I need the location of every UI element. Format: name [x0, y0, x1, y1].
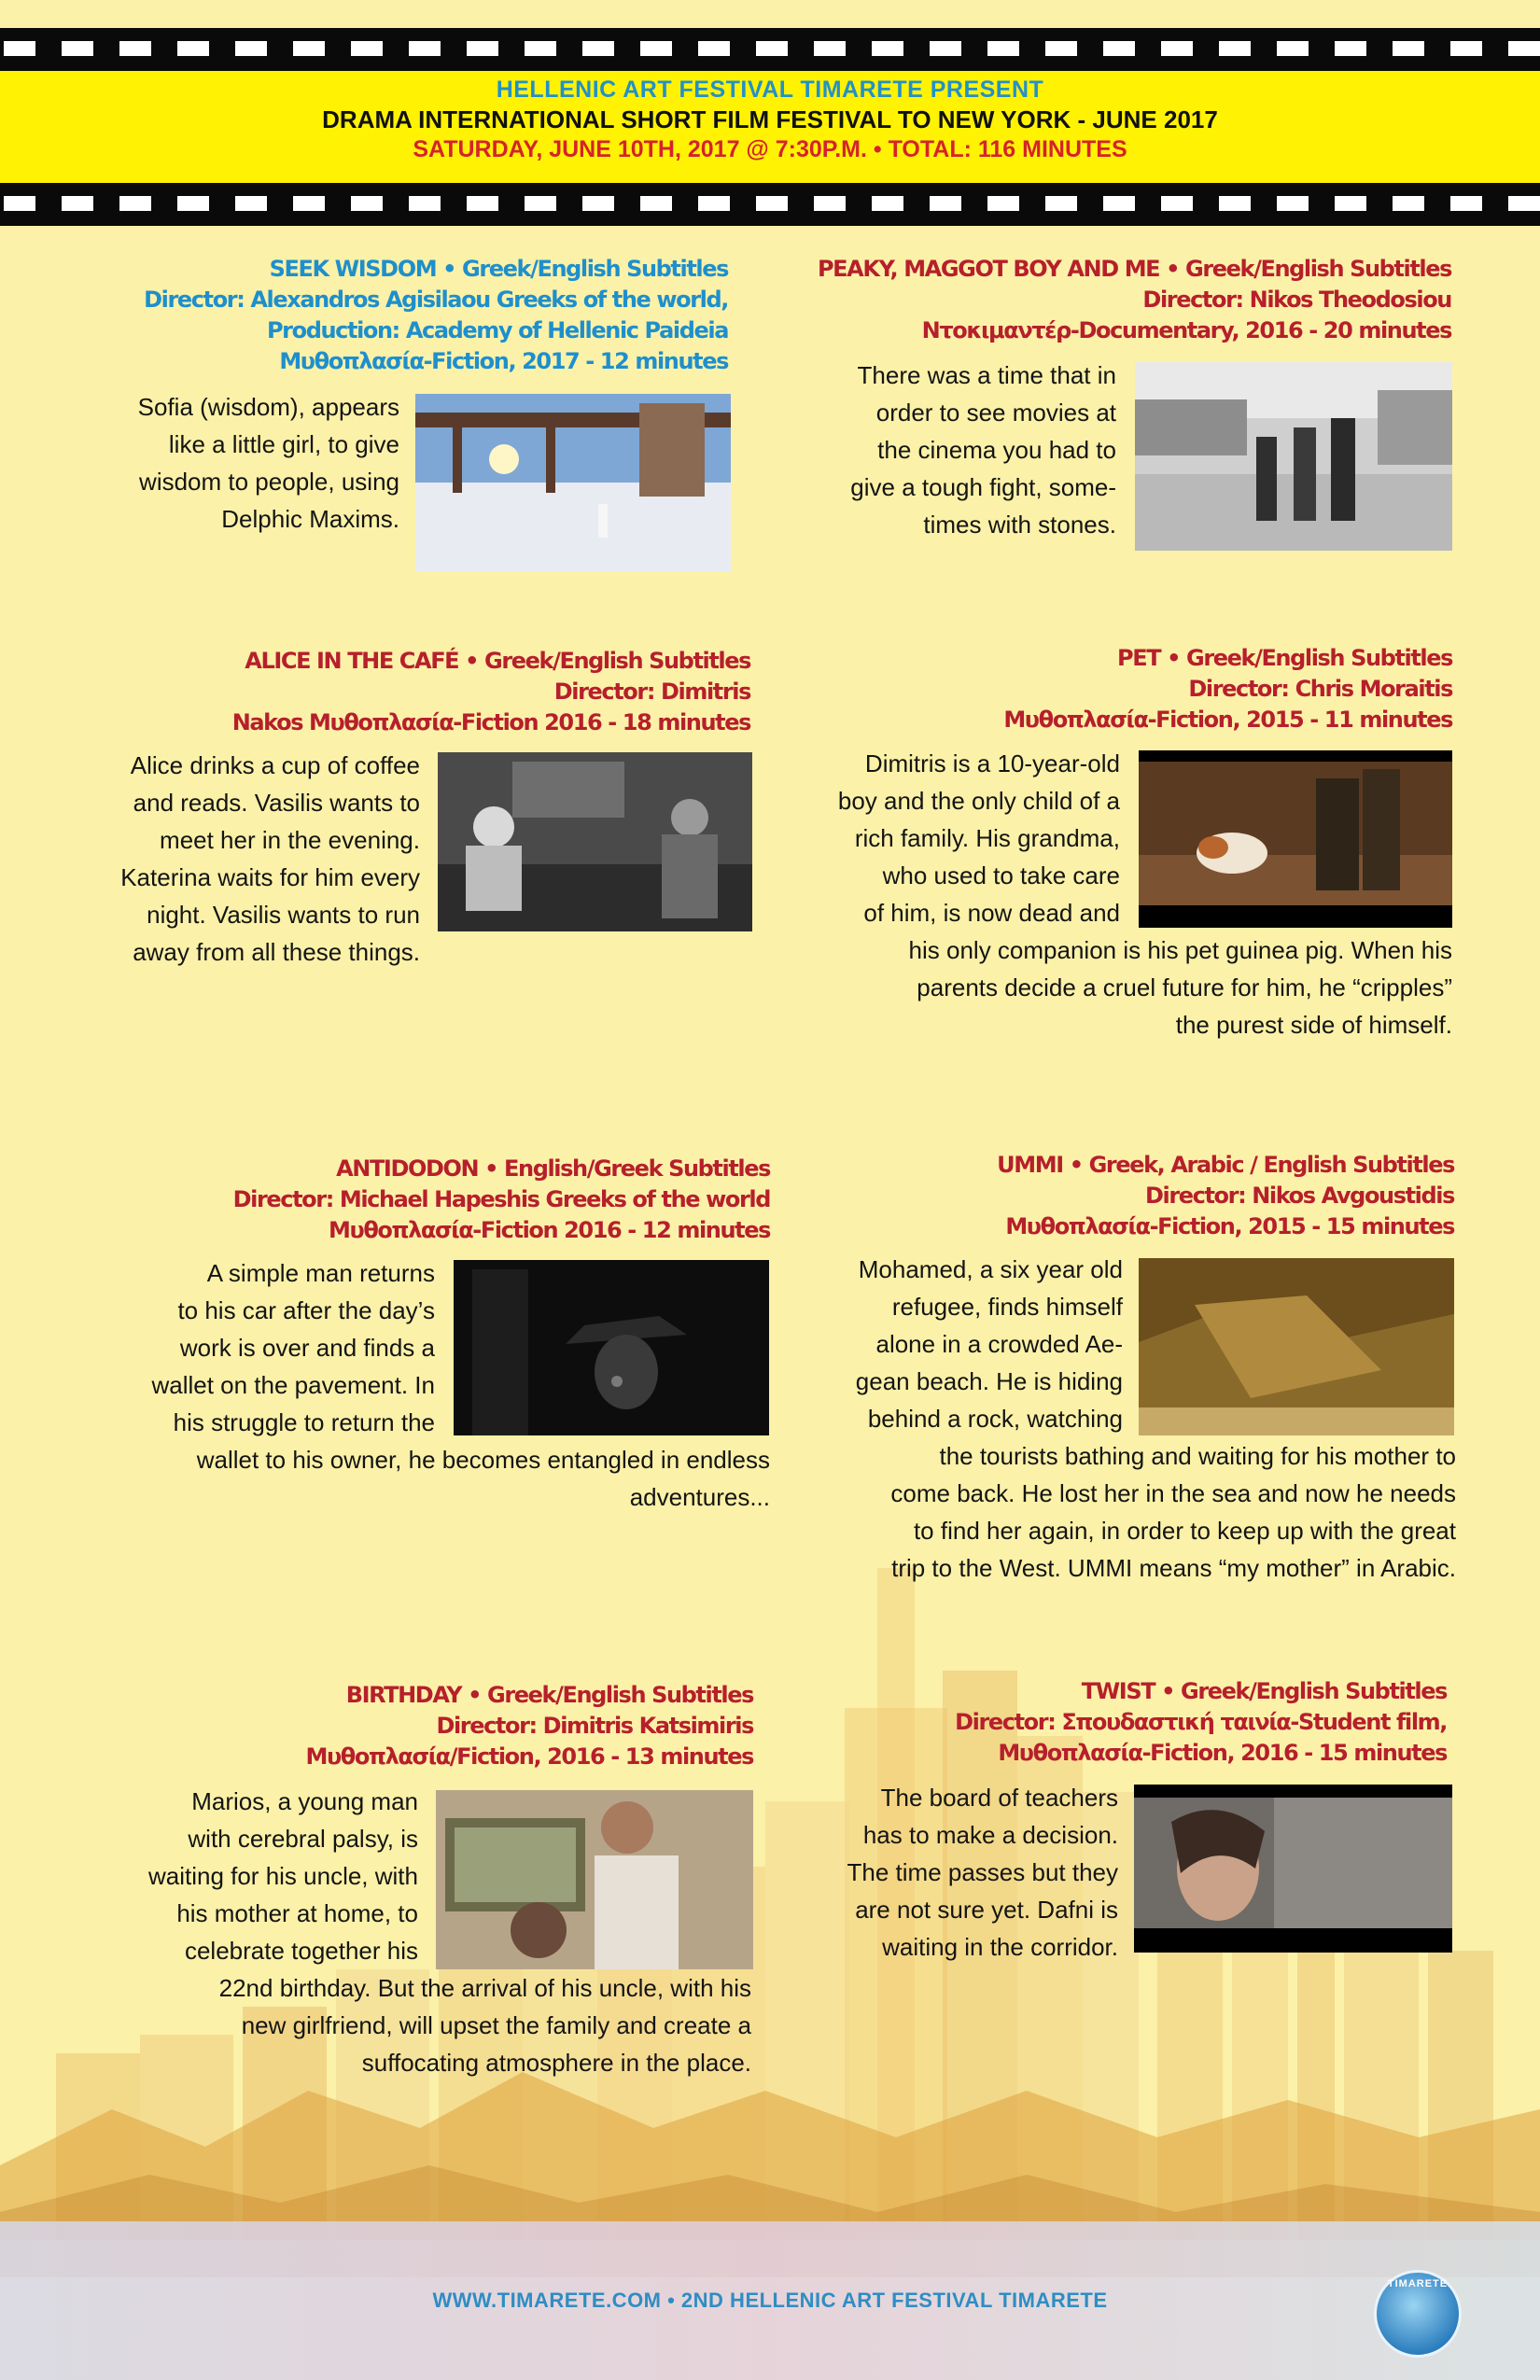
description-line: wallet to his owner, he becomes entangled in endless [196, 1446, 770, 1474]
film-strip-bottom [0, 183, 1540, 226]
description-line: alone in a crowded Ae- [875, 1330, 1123, 1358]
description-line: suffocating atmosphere in the place. [361, 2049, 751, 2077]
film-genre: Ντοκιμαντέρ-Documentary, 2016 - 20 minutes [921, 317, 1451, 343]
festival-title: DRAMA INTERNATIONAL SHORT FILM FESTIVAL TO NEW YORK - JUNE 2017 [322, 105, 1218, 133]
film-description-birthday-part1 [75, 1783, 418, 1969]
film-title: PEAKY, MAGGOT BOY AND ME • Greek/English Subtitles [817, 256, 1451, 282]
film-genre: Μυθοπλασία-Fiction, 2015 - 11 minutes [1003, 707, 1452, 733]
description-line: The time passes but they [847, 1858, 1118, 1886]
film-production: Production: Academy of Hellenic Paideia [266, 317, 728, 343]
film-header-pet [933, 643, 1452, 735]
description-line: the cinema you had to [877, 436, 1116, 464]
description-line: are not sure yet. Dafni is [855, 1896, 1118, 1924]
description-line: waiting in the corridor. [882, 1933, 1118, 1961]
timarete-logo [1374, 2270, 1462, 2358]
description-line: away from all these things. [133, 938, 420, 966]
film-title: ANTIDODON • English/Greek Subtitles [336, 1155, 770, 1182]
film-director: Director: Σπουδαστική ταινία-Student film, [955, 1709, 1447, 1735]
film-genre: Μυθοπλασία-Fiction, 2015 - 15 minutes [1005, 1213, 1454, 1239]
screening-date: SATURDAY, JUNE 10TH, 2017 @ 7:30P.M. • TOTAL: 116 MINUTES [413, 136, 1127, 162]
description-line: Marios, a young man [191, 1787, 418, 1815]
film-still-alice [438, 752, 752, 931]
description-line: and reads. Vasilis wants to [133, 789, 420, 817]
film-still-twist [1134, 1785, 1452, 1953]
description-line: Dimitris is a 10-year-old [864, 749, 1120, 777]
film-director: Director: Nikos Theodosiou [1142, 287, 1451, 313]
film-header-peaky [756, 254, 1451, 346]
description-line: Alice drinks a cup of coffee [130, 751, 420, 779]
film-header-antidodon [112, 1154, 770, 1246]
film-still-pet [1139, 750, 1452, 928]
header-banner [0, 71, 1540, 183]
film-description-peaky [747, 357, 1116, 543]
film-description-ummi-part1 [747, 1251, 1123, 1437]
film-director: Director: Alexandros Agisilaou Greeks of the world, [144, 287, 728, 313]
film-title: BIRTHDAY • Greek/English Subtitles [345, 1682, 753, 1708]
description-line: the purest side of himself. [1175, 1011, 1452, 1039]
description-line: of him, is now dead and [863, 899, 1120, 927]
description-line: 22nd birthday. But the arrival of his uncle, with his [218, 1974, 751, 2002]
film-header-seek-wisdom [93, 254, 728, 377]
film-description-seek-wisdom [56, 388, 399, 538]
logo-text: TIMARETE [1387, 2278, 1449, 2289]
description-line: celebrate together his [184, 1937, 418, 1965]
description-line: his mother at home, to [176, 1899, 418, 1927]
film-director: Director: Dimitris Katsimiris [436, 1713, 753, 1739]
description-line: with cerebral palsy, is [188, 1825, 418, 1853]
footer-text: WWW.TIMARETE.COM • 2ND HELLENIC ART FESTIVAL TIMARETE [432, 2289, 1108, 2312]
film-description-antidodon-part2 [75, 1441, 770, 1516]
film-title: TWIST • Greek/English Subtitles [1081, 1678, 1447, 1704]
film-still-antidodon [454, 1260, 769, 1435]
film-director: Director: Michael Hapeshis Greeks of the world [232, 1186, 770, 1212]
description-line: Delphic Maxims. [221, 505, 399, 533]
film-genre: Μυθοπλασία-Fiction 2016 - 12 minutes [329, 1217, 770, 1243]
film-description-birthday-part2 [75, 1969, 751, 2081]
film-still-birthday [436, 1790, 753, 1969]
description-line: wallet on the pavement. In [151, 1371, 435, 1399]
description-line: trip to the West. UMMI means “my mother” in Arabic. [891, 1554, 1456, 1582]
film-director: Director: Dimitris [553, 679, 750, 705]
description-line: refugee, finds himself [891, 1293, 1123, 1321]
description-line: rich family. His grandma, [854, 824, 1120, 852]
film-genre: Μυθοπλασία-Fiction, 2016 - 15 minutes [998, 1740, 1447, 1766]
description-line: boy and the only child of a [837, 787, 1120, 815]
film-genre: Μυθοπλασία-Fiction, 2017 - 12 minutes [279, 348, 728, 374]
description-line: gean beach. He is hiding [855, 1367, 1123, 1395]
description-line: the tourists bathing and waiting for his mother to [939, 1442, 1456, 1470]
description-line: has to make a decision. [862, 1821, 1118, 1849]
film-description-pet-part1 [709, 745, 1120, 931]
description-line: his only companion is his pet guinea pig. When his [908, 936, 1452, 964]
film-title: ALICE IN THE CAFÉ • Greek/English Subtitles [245, 648, 750, 674]
description-line: work is over and finds a [179, 1334, 435, 1362]
film-title: SEEK WISDOM • Greek/English Subtitles [269, 256, 728, 282]
film-still-ummi [1139, 1258, 1454, 1435]
film-header-twist [896, 1676, 1447, 1769]
film-strip-top [0, 28, 1540, 71]
description-line: to his car after the day’s [177, 1296, 435, 1324]
description-line: Sofia (wisdom), appears [137, 393, 399, 421]
description-line: The board of teachers [880, 1784, 1118, 1812]
presenter-line: HELLENIC ART FESTIVAL TIMARETE PRESENT [496, 77, 1044, 103]
film-genre: Μυθοπλασία/Fiction, 2016 - 13 minutes [305, 1743, 753, 1770]
description-line: his struggle to return the [173, 1408, 435, 1436]
film-description-antidodon-part1 [75, 1254, 435, 1441]
description-line: There was a time that in [857, 361, 1116, 389]
description-line: new girlfriend, will upset the family and create a [241, 2011, 751, 2039]
film-description-alice [37, 747, 420, 971]
film-still-seek-wisdom [415, 394, 731, 571]
description-line: give a tough fight, some- [850, 473, 1116, 501]
description-line: parents decide a cruel future for him, he “cripples” [917, 973, 1452, 1001]
film-title: PET • Greek/English Subtitles [1117, 645, 1452, 671]
description-line: times with stones. [923, 511, 1116, 539]
description-line: wisdom to people, using [139, 468, 399, 496]
film-director: Director: Chris Moraitis [1188, 676, 1452, 702]
description-line: A simple man returns [206, 1259, 435, 1287]
film-director: Director: Nikos Avgoustidis [1145, 1183, 1454, 1209]
film-header-birthday [131, 1680, 753, 1772]
description-line: come back. He lost her in the sea and now he needs [890, 1479, 1456, 1507]
film-header-alice [103, 646, 750, 738]
description-line: night. Vasilis wants to run [147, 901, 420, 929]
description-line: who used to take care [882, 861, 1120, 889]
description-line: Mohamed, a six year old [858, 1255, 1123, 1283]
film-description-ummi-part2 [747, 1437, 1456, 1587]
description-line: meet her in the evening. [160, 826, 420, 854]
film-description-twist [747, 1779, 1118, 1966]
description-line: Katerina waits for him every [120, 863, 420, 891]
film-genre: Nakos Μυθοπλασία-Fiction 2016 - 18 minutes [231, 709, 750, 735]
description-line: behind a rock, watching [867, 1405, 1123, 1433]
description-line: to find her again, in order to keep up with the great [913, 1517, 1456, 1545]
film-description-pet-part2 [709, 931, 1452, 1043]
description-line: adventures... [629, 1483, 770, 1511]
film-header-ummi [915, 1150, 1454, 1242]
description-line: waiting for his uncle, with [147, 1862, 418, 1890]
description-line: order to see movies at [875, 399, 1116, 427]
description-line: like a little girl, to give [168, 430, 399, 458]
film-still-peaky [1135, 362, 1452, 551]
film-title: UMMI • Greek, Arabic / English Subtitles [997, 1152, 1454, 1178]
